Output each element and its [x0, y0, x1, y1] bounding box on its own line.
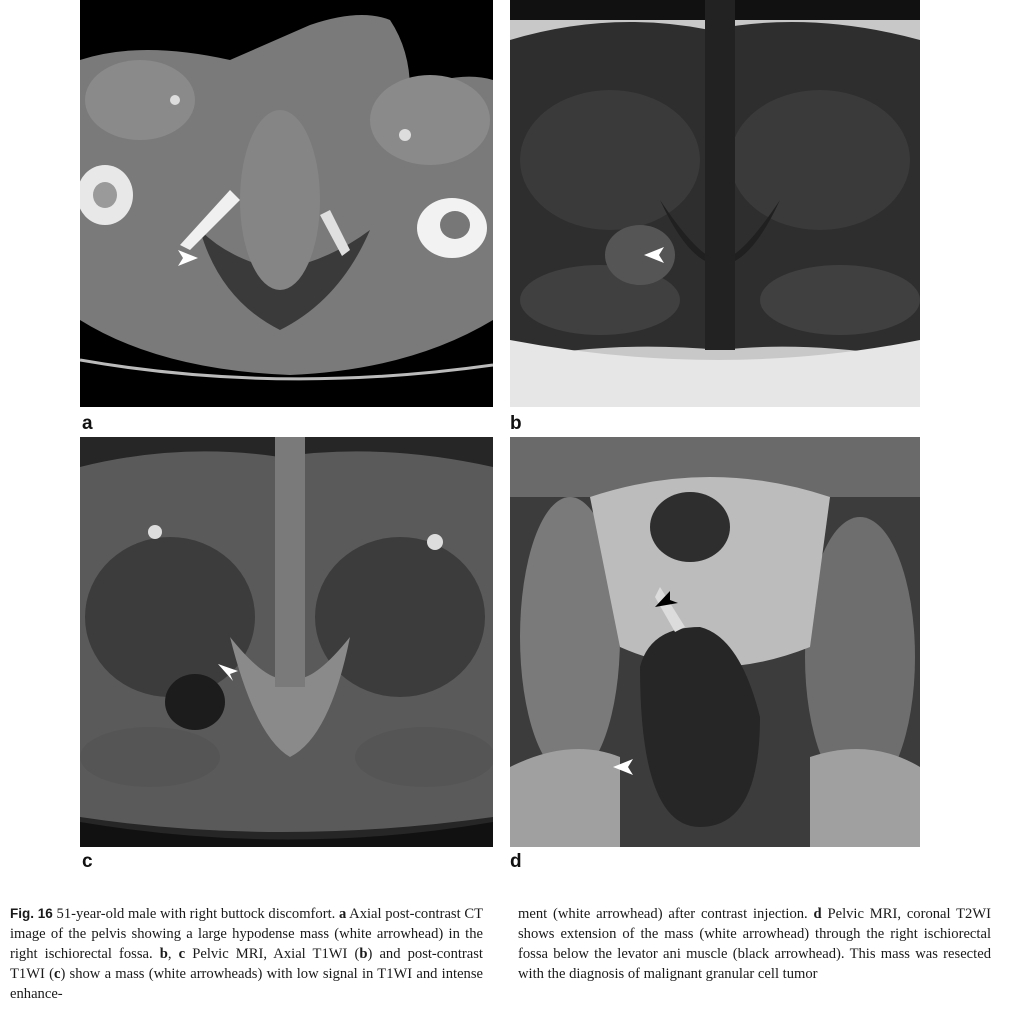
panel-label-a: a — [82, 413, 93, 434]
caption-text-run: , — [167, 946, 179, 962]
panel-a-ct-image — [80, 0, 493, 407]
mri-axial-t1-image — [510, 0, 920, 407]
figure-label: Fig. 16 — [10, 906, 53, 921]
caption-text-run: a — [338, 906, 347, 922]
ct-axial-image — [80, 0, 493, 407]
panel-label-d: d — [510, 851, 522, 872]
caption-text-run: c — [53, 966, 61, 982]
caption-text-run: ment (white arrowhead) after contrast injection. — [518, 906, 814, 922]
panel-b-mri-image — [510, 0, 920, 407]
caption-text-run: ) and post-contrast T1WI ( — [10, 946, 483, 982]
caption-text-run: Axial post-contrast CT image of the pelvis showing a large hypodense mass (white arrowhead) in the right ischiorectal fossa. — [10, 906, 483, 962]
caption-text-run: Pelvic MRI, Axial T1WI ( — [185, 946, 360, 962]
mri-post-contrast-t1-image — [80, 437, 493, 847]
caption-text-run: Pelvic MRI, coronal T2WI shows extension of the mass (white arrowhead) through the right ischiorectal fossa below the levator ani muscle (black arrowhead). This mass was resected with the diagnosis of malignant granular cell tumor — [518, 906, 991, 982]
caption-text-run: b — [159, 946, 168, 962]
caption-text-run: 51-year-old male with right buttock discomfort. — [56, 906, 339, 922]
mri-coronal-t2-image — [510, 437, 920, 847]
caption-text-run: d — [813, 906, 822, 922]
panel-c-mri-image — [80, 437, 493, 847]
caption-text-run: ) show a mass (white arrowheads) with low signal in T1WI and intense enhance- — [10, 966, 484, 1002]
caption-text-run: b — [359, 946, 368, 962]
figure-caption-left-column — [10, 904, 483, 1004]
panel-label-c: c — [82, 851, 93, 872]
panel-d-mri-image — [510, 437, 920, 847]
panel-label-b: b — [510, 413, 522, 434]
figure-caption-right-column — [518, 904, 991, 984]
caption-text-run: c — [178, 946, 186, 962]
